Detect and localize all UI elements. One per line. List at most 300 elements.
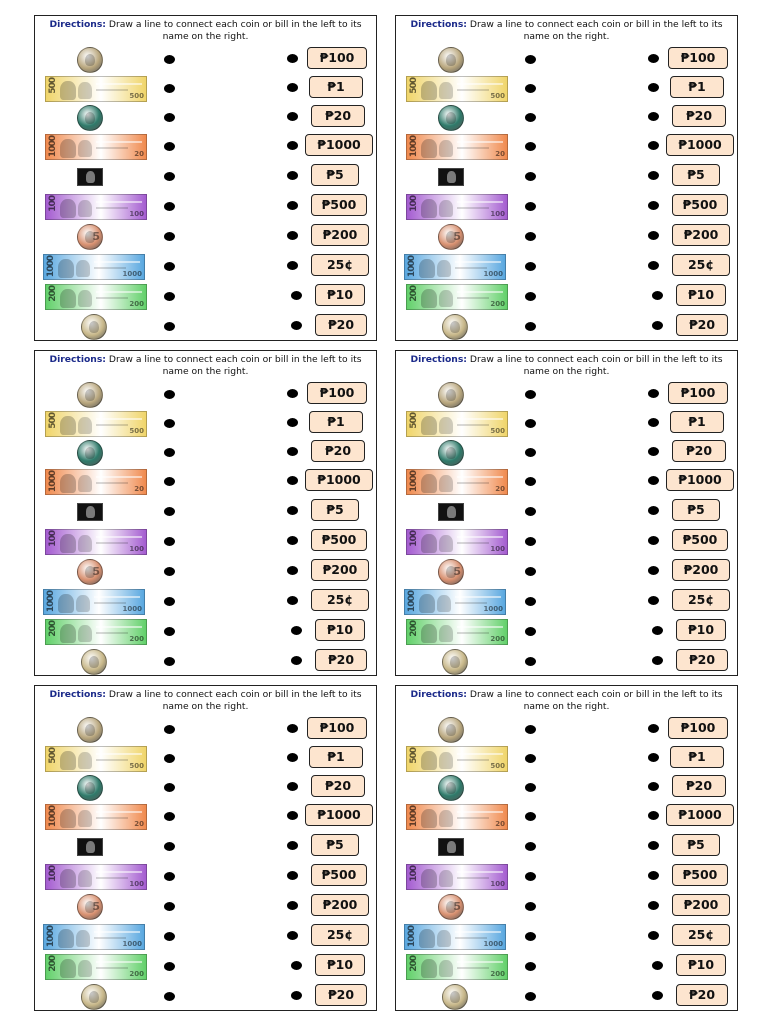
bill-portrait bbox=[58, 259, 74, 278]
right-connector-dot[interactable] bbox=[648, 566, 659, 575]
match-row bbox=[396, 379, 737, 409]
match-row bbox=[35, 616, 376, 646]
right-connector-dot[interactable] bbox=[648, 506, 659, 515]
worksheet-panel bbox=[34, 350, 377, 676]
bill-band bbox=[96, 967, 128, 969]
bill-portrait-secondary bbox=[439, 290, 453, 307]
bill-band bbox=[457, 297, 489, 299]
left-connector-dot[interactable] bbox=[164, 872, 175, 881]
bill-corner-denomination: 100 bbox=[490, 880, 505, 888]
right-connector-dot[interactable] bbox=[287, 506, 298, 515]
left-connector-dot[interactable] bbox=[525, 962, 536, 971]
bill-portrait-secondary bbox=[78, 960, 92, 977]
bill-band bbox=[96, 817, 128, 819]
match-row bbox=[396, 281, 737, 311]
left-connector-dot[interactable] bbox=[525, 322, 536, 331]
bill-denomination: 1000 bbox=[48, 806, 58, 828]
bill-portrait-secondary bbox=[439, 417, 453, 434]
coin-portrait bbox=[446, 54, 456, 66]
bill-band bbox=[457, 207, 489, 209]
coin-photo-portrait bbox=[447, 171, 456, 183]
left-connector-dot[interactable] bbox=[164, 55, 175, 64]
coin-image bbox=[77, 382, 103, 408]
left-connector-dot[interactable] bbox=[164, 477, 175, 486]
right-connector-dot[interactable] bbox=[648, 871, 659, 880]
bill-corner-denomination: 200 bbox=[129, 635, 144, 643]
answer-box: ₱5 bbox=[672, 164, 720, 186]
right-connector-dot[interactable] bbox=[287, 811, 298, 820]
right-connector-dot[interactable] bbox=[652, 991, 663, 1000]
left-connector-dot[interactable] bbox=[525, 872, 536, 881]
right-connector-dot[interactable] bbox=[291, 626, 302, 635]
right-connector-dot[interactable] bbox=[291, 321, 302, 330]
left-connector-dot[interactable] bbox=[525, 262, 536, 271]
match-row bbox=[35, 437, 376, 467]
worksheet-panel bbox=[395, 685, 738, 1011]
right-connector-dot[interactable] bbox=[648, 141, 659, 150]
bill-corner-denomination: 1000 bbox=[483, 940, 503, 948]
right-connector-dot[interactable] bbox=[287, 54, 298, 63]
bill-band bbox=[455, 931, 501, 933]
bill-band bbox=[457, 632, 489, 634]
left-connector-dot[interactable] bbox=[525, 597, 536, 606]
bill-portrait-secondary bbox=[439, 140, 453, 157]
match-row bbox=[35, 161, 376, 191]
right-connector-dot[interactable] bbox=[652, 291, 663, 300]
left-connector-dot[interactable] bbox=[164, 932, 175, 941]
directions-body: Draw a line to connect each coin or bill in the left to its name on the right. bbox=[466, 354, 723, 377]
right-connector-dot[interactable] bbox=[287, 171, 298, 180]
left-connector-dot[interactable] bbox=[164, 142, 175, 151]
right-connector-dot[interactable] bbox=[648, 171, 659, 180]
worksheet-panel bbox=[34, 685, 377, 1011]
match-row bbox=[396, 556, 737, 586]
match-row bbox=[35, 981, 376, 1011]
left-connector-dot[interactable] bbox=[164, 754, 175, 763]
right-connector-dot[interactable] bbox=[287, 753, 298, 762]
bill-denomination: 1000 bbox=[407, 926, 417, 948]
coin-portrait bbox=[446, 447, 456, 459]
bill-corner-denomination: 100 bbox=[490, 210, 505, 218]
bill-portrait-secondary bbox=[439, 535, 453, 552]
left-connector-dot[interactable] bbox=[164, 842, 175, 851]
right-connector-dot[interactable] bbox=[291, 991, 302, 1000]
bill-corner-denomination: 20 bbox=[495, 820, 505, 828]
right-connector-dot[interactable] bbox=[648, 782, 659, 791]
bill-portrait bbox=[60, 416, 76, 435]
bill-denomination: 100 bbox=[409, 196, 419, 212]
left-connector-dot[interactable] bbox=[525, 390, 536, 399]
right-connector-dot[interactable] bbox=[648, 931, 659, 940]
right-connector-dot[interactable] bbox=[648, 841, 659, 850]
left-connector-dot[interactable] bbox=[525, 507, 536, 516]
answer-box: ₱200 bbox=[672, 559, 730, 581]
right-connector-dot[interactable] bbox=[648, 901, 659, 910]
right-connector-dot[interactable] bbox=[287, 566, 298, 575]
right-connector-dot[interactable] bbox=[287, 841, 298, 850]
answer-box: ₱20 bbox=[672, 775, 726, 797]
left-connector-dot[interactable] bbox=[164, 322, 175, 331]
directions-label: Directions: bbox=[410, 19, 467, 30]
left-connector-dot[interactable] bbox=[525, 202, 536, 211]
bill-image bbox=[406, 469, 508, 495]
bill-corner-denomination: 1000 bbox=[122, 270, 142, 278]
left-connector-dot[interactable] bbox=[525, 419, 536, 428]
directions-body: Draw a line to connect each coin or bill in the left to its name on the right. bbox=[466, 689, 723, 712]
right-connector-dot[interactable] bbox=[648, 83, 659, 92]
match-row bbox=[396, 311, 737, 341]
bill-band bbox=[457, 482, 489, 484]
left-connector-dot[interactable] bbox=[525, 627, 536, 636]
bill-band bbox=[457, 542, 489, 544]
bill-band bbox=[457, 147, 489, 149]
bill-portrait bbox=[60, 959, 76, 978]
right-connector-dot[interactable] bbox=[287, 261, 298, 270]
left-connector-dot[interactable] bbox=[164, 113, 175, 122]
left-connector-dot[interactable] bbox=[525, 448, 536, 457]
bill-portrait bbox=[60, 139, 76, 158]
right-connector-dot[interactable] bbox=[291, 291, 302, 300]
left-connector-dot[interactable] bbox=[525, 55, 536, 64]
bill-band bbox=[457, 89, 489, 91]
right-connector-dot[interactable] bbox=[287, 112, 298, 121]
bill-denomination: 1000 bbox=[46, 926, 56, 948]
answer-box: ₱20 bbox=[311, 775, 365, 797]
answer-box: 25¢ bbox=[311, 589, 369, 611]
left-connector-dot[interactable] bbox=[164, 419, 175, 428]
right-connector-dot[interactable] bbox=[287, 724, 298, 733]
bill-portrait-secondary bbox=[437, 930, 451, 947]
bill-denomination: 500 bbox=[48, 748, 58, 764]
right-connector-dot[interactable] bbox=[648, 596, 659, 605]
bill-portrait bbox=[58, 594, 74, 613]
answer-box: ₱10 bbox=[315, 284, 365, 306]
bill-denomination: 100 bbox=[48, 866, 58, 882]
bill-portrait bbox=[421, 809, 437, 828]
coin-image bbox=[77, 894, 103, 920]
bill-image bbox=[43, 254, 145, 280]
left-connector-dot[interactable] bbox=[525, 567, 536, 576]
left-connector-dot[interactable] bbox=[164, 597, 175, 606]
bill-image bbox=[43, 589, 145, 615]
bill-denomination: 200 bbox=[409, 956, 419, 972]
bill-denomination: 1000 bbox=[48, 136, 58, 158]
right-connector-dot[interactable] bbox=[287, 389, 298, 398]
bill-band bbox=[96, 141, 142, 143]
left-connector-dot[interactable] bbox=[525, 84, 536, 93]
bill-portrait-secondary bbox=[439, 960, 453, 977]
bill-corner-denomination: 100 bbox=[490, 545, 505, 553]
left-connector-dot[interactable] bbox=[164, 725, 175, 734]
bill-band bbox=[96, 753, 142, 755]
answer-box: ₱1000 bbox=[305, 804, 373, 826]
directions-text bbox=[41, 354, 370, 378]
match-row bbox=[396, 586, 737, 616]
left-connector-dot[interactable] bbox=[525, 657, 536, 666]
right-connector-dot[interactable] bbox=[287, 536, 298, 545]
left-connector-dot[interactable] bbox=[164, 172, 175, 181]
answer-box: ₱500 bbox=[311, 194, 367, 216]
left-connector-dot[interactable] bbox=[164, 448, 175, 457]
answer-box: ₱100 bbox=[307, 382, 367, 404]
right-connector-dot[interactable] bbox=[648, 724, 659, 733]
answer-box: ₱1 bbox=[670, 76, 724, 98]
right-connector-dot[interactable] bbox=[648, 261, 659, 270]
bill-image bbox=[45, 746, 147, 772]
left-connector-dot[interactable] bbox=[164, 537, 175, 546]
bill-portrait bbox=[60, 474, 76, 493]
bill-portrait bbox=[58, 929, 74, 948]
bill-image bbox=[45, 529, 147, 555]
bill-portrait-secondary bbox=[78, 290, 92, 307]
coin-portrait bbox=[446, 112, 456, 124]
coin-denomination: 5 bbox=[453, 565, 461, 578]
bill-portrait-secondary bbox=[78, 140, 92, 157]
answer-box: ₱20 bbox=[311, 105, 365, 127]
right-connector-dot[interactable] bbox=[287, 83, 298, 92]
left-connector-dot[interactable] bbox=[525, 537, 536, 546]
worksheet-panel bbox=[395, 350, 738, 676]
answer-box: ₱100 bbox=[668, 382, 728, 404]
bill-band bbox=[457, 961, 503, 963]
answer-box: ₱200 bbox=[311, 559, 369, 581]
bill-band bbox=[96, 871, 142, 873]
bill-portrait-secondary bbox=[78, 810, 92, 827]
answer-box: ₱1000 bbox=[666, 804, 734, 826]
left-connector-dot[interactable] bbox=[164, 232, 175, 241]
coin-portrait bbox=[89, 656, 99, 668]
bill-image bbox=[404, 254, 506, 280]
bill-portrait-secondary bbox=[437, 260, 451, 277]
match-row bbox=[396, 891, 737, 921]
answer-box: ₱1 bbox=[309, 746, 363, 768]
left-connector-dot[interactable] bbox=[164, 390, 175, 399]
bill-band bbox=[96, 877, 128, 879]
bill-band bbox=[96, 811, 142, 813]
coin-image bbox=[438, 382, 464, 408]
bill-denomination: 1000 bbox=[409, 806, 419, 828]
right-connector-dot[interactable] bbox=[287, 418, 298, 427]
left-connector-dot[interactable] bbox=[525, 725, 536, 734]
left-connector-dot[interactable] bbox=[164, 507, 175, 516]
bill-corner-denomination: 500 bbox=[129, 427, 144, 435]
match-row bbox=[396, 616, 737, 646]
left-connector-dot[interactable] bbox=[525, 812, 536, 821]
match-row bbox=[396, 102, 737, 132]
bill-portrait bbox=[421, 289, 437, 308]
bill-denomination: 1000 bbox=[409, 136, 419, 158]
left-connector-dot[interactable] bbox=[525, 842, 536, 851]
left-connector-dot[interactable] bbox=[164, 292, 175, 301]
match-row bbox=[396, 466, 737, 496]
bill-band bbox=[455, 937, 487, 939]
right-connector-dot[interactable] bbox=[287, 201, 298, 210]
bill-denomination: 100 bbox=[409, 866, 419, 882]
bill-band bbox=[457, 536, 503, 538]
left-connector-dot[interactable] bbox=[164, 992, 175, 1001]
bill-band bbox=[96, 759, 128, 761]
bill-corner-denomination: 100 bbox=[129, 545, 144, 553]
coin-image bbox=[438, 717, 464, 743]
left-connector-dot[interactable] bbox=[164, 627, 175, 636]
match-row bbox=[396, 801, 737, 831]
bill-image bbox=[406, 619, 508, 645]
right-connector-dot[interactable] bbox=[648, 201, 659, 210]
left-connector-dot[interactable] bbox=[525, 754, 536, 763]
right-connector-dot[interactable] bbox=[648, 418, 659, 427]
bill-denomination: 200 bbox=[48, 956, 58, 972]
match-row bbox=[396, 861, 737, 891]
bill-portrait bbox=[60, 751, 76, 770]
bill-band bbox=[94, 261, 140, 263]
bill-denomination: 1000 bbox=[407, 591, 417, 613]
right-connector-dot[interactable] bbox=[287, 231, 298, 240]
right-connector-dot[interactable] bbox=[648, 811, 659, 820]
bill-denomination: 500 bbox=[409, 78, 419, 94]
bill-portrait bbox=[419, 259, 435, 278]
right-connector-dot[interactable] bbox=[648, 753, 659, 762]
right-connector-dot[interactable] bbox=[648, 476, 659, 485]
right-connector-dot[interactable] bbox=[287, 447, 298, 456]
left-connector-dot[interactable] bbox=[525, 902, 536, 911]
left-connector-dot[interactable] bbox=[525, 992, 536, 1001]
left-connector-dot[interactable] bbox=[164, 84, 175, 93]
answer-box: ₱20 bbox=[676, 649, 728, 671]
bill-image bbox=[406, 954, 508, 980]
coin-portrait bbox=[450, 321, 460, 333]
answer-box: ₱20 bbox=[676, 984, 728, 1006]
match-row bbox=[35, 73, 376, 103]
directions-label: Directions: bbox=[49, 354, 106, 365]
right-connector-dot[interactable] bbox=[652, 626, 663, 635]
coin-photo-portrait bbox=[86, 171, 95, 183]
coin-image bbox=[438, 775, 464, 801]
answer-box: ₱1 bbox=[309, 411, 363, 433]
right-connector-dot[interactable] bbox=[287, 141, 298, 150]
bill-denomination: 1000 bbox=[409, 471, 419, 493]
answer-box: ₱5 bbox=[672, 834, 720, 856]
match-row bbox=[396, 131, 737, 161]
bill-band bbox=[96, 961, 142, 963]
answer-box: ₱100 bbox=[307, 717, 367, 739]
match-row bbox=[35, 772, 376, 802]
left-connector-dot[interactable] bbox=[164, 202, 175, 211]
right-connector-dot[interactable] bbox=[287, 782, 298, 791]
match-row bbox=[396, 73, 737, 103]
answer-box: ₱20 bbox=[672, 440, 726, 462]
right-connector-dot[interactable] bbox=[648, 112, 659, 121]
directions-body: Draw a line to connect each coin or bill in the left to its name on the right. bbox=[105, 354, 362, 377]
left-connector-dot[interactable] bbox=[164, 812, 175, 821]
coin-photo-image bbox=[77, 503, 103, 521]
right-connector-dot[interactable] bbox=[287, 901, 298, 910]
right-connector-dot[interactable] bbox=[648, 389, 659, 398]
left-connector-dot[interactable] bbox=[525, 932, 536, 941]
match-row bbox=[35, 921, 376, 951]
coin-portrait bbox=[85, 54, 95, 66]
coin-image bbox=[81, 984, 107, 1010]
answer-box: 25¢ bbox=[672, 924, 730, 946]
right-connector-dot[interactable] bbox=[648, 447, 659, 456]
left-connector-dot[interactable] bbox=[525, 477, 536, 486]
coin-image bbox=[442, 984, 468, 1010]
right-connector-dot[interactable] bbox=[648, 54, 659, 63]
right-connector-dot[interactable] bbox=[287, 476, 298, 485]
left-connector-dot[interactable] bbox=[525, 142, 536, 151]
bill-portrait bbox=[421, 534, 437, 553]
answer-box: ₱1000 bbox=[305, 134, 373, 156]
left-connector-dot[interactable] bbox=[525, 113, 536, 122]
match-row bbox=[396, 526, 737, 556]
bill-denomination: 200 bbox=[409, 621, 419, 637]
left-connector-dot[interactable] bbox=[525, 292, 536, 301]
right-connector-dot[interactable] bbox=[287, 596, 298, 605]
bill-image bbox=[404, 924, 506, 950]
right-connector-dot[interactable] bbox=[652, 656, 663, 665]
bill-portrait bbox=[421, 416, 437, 435]
right-connector-dot[interactable] bbox=[291, 961, 302, 970]
bill-portrait bbox=[421, 139, 437, 158]
coin-image bbox=[77, 224, 103, 250]
left-connector-dot[interactable] bbox=[525, 232, 536, 241]
right-connector-dot[interactable] bbox=[287, 931, 298, 940]
bill-band bbox=[457, 626, 503, 628]
coin-image bbox=[442, 649, 468, 675]
answer-box: ₱1000 bbox=[666, 134, 734, 156]
left-connector-dot[interactable] bbox=[164, 567, 175, 576]
bill-portrait bbox=[421, 869, 437, 888]
match-row bbox=[396, 981, 737, 1011]
directions-body: Draw a line to connect each coin or bill in the left to its name on the right. bbox=[105, 689, 362, 712]
directions-text bbox=[41, 689, 370, 713]
bill-corner-denomination: 20 bbox=[495, 150, 505, 158]
match-row bbox=[396, 646, 737, 676]
right-connector-dot[interactable] bbox=[291, 656, 302, 665]
left-connector-dot[interactable] bbox=[164, 902, 175, 911]
directions-text bbox=[41, 19, 370, 43]
bill-portrait bbox=[421, 751, 437, 770]
left-connector-dot[interactable] bbox=[525, 172, 536, 181]
right-connector-dot[interactable] bbox=[652, 961, 663, 970]
bill-band bbox=[96, 89, 128, 91]
answer-box: ₱5 bbox=[672, 499, 720, 521]
left-connector-dot[interactable] bbox=[164, 962, 175, 971]
answer-box: ₱200 bbox=[311, 224, 369, 246]
left-connector-dot[interactable] bbox=[164, 262, 175, 271]
left-connector-dot[interactable] bbox=[525, 783, 536, 792]
bill-portrait-secondary bbox=[76, 260, 90, 277]
worksheet-panel bbox=[395, 15, 738, 341]
directions-text bbox=[402, 19, 731, 43]
coin-portrait bbox=[446, 389, 456, 401]
coin-portrait bbox=[446, 724, 456, 736]
left-connector-dot[interactable] bbox=[164, 783, 175, 792]
bill-portrait-secondary bbox=[76, 595, 90, 612]
right-connector-dot[interactable] bbox=[648, 231, 659, 240]
coin-photo-image bbox=[438, 168, 464, 186]
bill-denomination: 200 bbox=[48, 621, 58, 637]
right-connector-dot[interactable] bbox=[652, 321, 663, 330]
answer-box: ₱10 bbox=[676, 619, 726, 641]
match-row bbox=[35, 311, 376, 341]
directions-label: Directions: bbox=[410, 689, 467, 700]
left-connector-dot[interactable] bbox=[164, 657, 175, 666]
bill-portrait bbox=[60, 289, 76, 308]
bill-denomination: 100 bbox=[48, 196, 58, 212]
bill-band bbox=[457, 877, 489, 879]
right-connector-dot[interactable] bbox=[287, 871, 298, 880]
right-connector-dot[interactable] bbox=[648, 536, 659, 545]
